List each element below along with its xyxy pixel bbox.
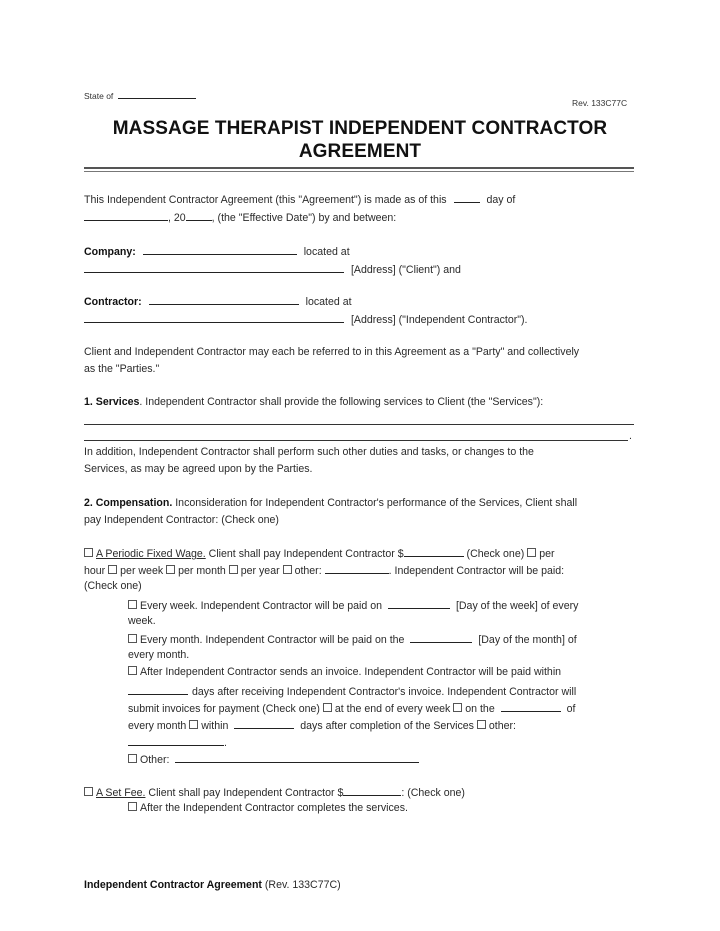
company-line1 — [84, 244, 350, 259]
day-of-week-blank[interactable] — [388, 598, 450, 609]
contractor-line2 — [84, 312, 527, 327]
invoice-line3 — [128, 701, 575, 716]
contractor-name-blank[interactable] — [149, 294, 299, 305]
invoice-days-blank[interactable] — [128, 684, 188, 695]
intro-text: This Independent Contractor Agreement (this "Agreement") is made as of this — [84, 194, 447, 206]
every-month-line2: every month. — [128, 649, 190, 661]
per-text: per — [539, 548, 555, 560]
company-line2 — [84, 262, 461, 277]
every-month-text: every month — [128, 720, 190, 732]
set-fee-line1 — [84, 785, 465, 800]
on-the-checkbox[interactable] — [453, 703, 462, 712]
periodic-wage-amount-blank[interactable] — [404, 546, 464, 557]
set-fee-line2 — [128, 802, 408, 815]
per-week-checkbox[interactable] — [108, 565, 117, 574]
services-heading-line — [84, 396, 543, 409]
contractor-label: Contractor: — [84, 296, 142, 308]
periodic-wage-line3: (Check one) — [84, 580, 142, 592]
year-prefix: , 20 — [168, 212, 186, 224]
state-of-field — [84, 88, 196, 101]
day-of-month-text: [Day of the month] of — [478, 634, 577, 646]
other-period-text: other: — [294, 565, 325, 577]
end-of-week-checkbox[interactable] — [323, 703, 332, 712]
other-option-blank[interactable] — [175, 752, 419, 763]
other-option-checkbox[interactable] — [128, 754, 137, 763]
hour-text: hour — [84, 565, 109, 577]
periodic-wage-line1 — [84, 546, 555, 561]
within-days-blank[interactable] — [234, 718, 294, 729]
invoice-other-checkbox[interactable] — [477, 720, 486, 729]
services-addition-line2: Services, as may be agreed upon by the Parties. — [84, 463, 313, 475]
footer-title: Independent Contractor Agreement — [84, 879, 262, 891]
set-fee-amount-blank[interactable] — [343, 785, 401, 796]
every-week-line1 — [128, 598, 578, 613]
per-week-text: per week — [120, 565, 167, 577]
every-month-line1 — [128, 632, 577, 647]
set-fee-text: Client shall pay Independent Contractor $ — [145, 787, 344, 799]
on-the-text: on the — [465, 703, 495, 715]
every-week-text: Every week. Independent Contractor will be paid on — [140, 600, 383, 612]
revision-label: Rev. 133C77C — [572, 98, 628, 108]
of-text: of — [566, 703, 576, 715]
will-be-paid-text: . Independent Contractor will be paid: — [388, 565, 565, 577]
contractor-address-suffix: [Address] ("Independent Contractor"). — [350, 314, 528, 326]
title-rule-top — [84, 167, 634, 169]
every-week-checkbox[interactable] — [128, 600, 137, 609]
invoice-other-text: other: — [488, 720, 516, 732]
invoice-text-3: submit invoices for payment (Check one) — [128, 703, 323, 715]
within-text: within — [201, 720, 229, 732]
compensation-text: Inconsideration for Independent Contractor's performance of the Services, Client shall — [172, 497, 578, 509]
footer-revision: (Rev. 133C77C) — [261, 879, 341, 891]
other-period-checkbox[interactable] — [283, 565, 292, 574]
every-month-text: Every month. Independent Contractor will be paid on the — [140, 634, 405, 646]
invoice-checkbox[interactable] — [128, 666, 137, 675]
other-option-label: Other: — [140, 754, 170, 766]
page-footer — [84, 879, 341, 892]
month-blank[interactable] — [84, 210, 168, 221]
intro-line1 — [84, 192, 515, 207]
intro-text-day-of: day of — [486, 194, 516, 206]
invoice-line5 — [128, 735, 227, 750]
other-option-line — [128, 752, 419, 767]
services-end-period: . — [629, 430, 632, 442]
periodic-wage-line2 — [84, 563, 564, 578]
within-checkbox[interactable] — [189, 720, 198, 729]
day-of-month-blank[interactable] — [410, 632, 472, 643]
after-completion-label: After the Independent Contractor completes the services. — [140, 802, 408, 814]
after-completion-text: days after completion of the Services — [300, 720, 477, 732]
company-name-blank[interactable] — [143, 244, 297, 255]
parties-line2: as the "Parties." — [84, 363, 160, 375]
other-period-blank[interactable] — [325, 563, 389, 574]
title-rule-bottom — [84, 171, 634, 172]
services-heading: 1. Services — [84, 396, 140, 408]
set-fee-checkbox[interactable] — [84, 787, 93, 796]
services-blank-1[interactable] — [84, 424, 634, 425]
company-label: Company: — [84, 246, 136, 258]
company-address-blank[interactable] — [84, 262, 344, 273]
company-located-text: located at — [303, 246, 350, 258]
intro-line2 — [84, 210, 396, 225]
invoice-text-2: days after receiving Independent Contractor's invoice. Independent Contractor will — [192, 686, 577, 698]
document-title-line2: AGREEMENT — [298, 141, 422, 162]
parties-line1: Client and Independent Contractor may each be referred to in this Agreement as a "Party" and collectively — [84, 346, 580, 358]
per-hour-checkbox[interactable] — [527, 548, 536, 557]
state-blank[interactable] — [118, 88, 196, 99]
per-year-checkbox[interactable] — [229, 565, 238, 574]
year-blank[interactable] — [186, 210, 212, 221]
invoice-other-blank[interactable] — [128, 735, 224, 746]
set-fee-check-one: : (Check one) — [401, 787, 465, 799]
periodic-wage-text: Client shall pay Independent Contractor $ — [205, 548, 404, 560]
per-year-text: per year — [240, 565, 283, 577]
invoice-other-period: . — [224, 737, 227, 749]
every-week-line2: week. — [128, 615, 156, 627]
contractor-located-text: located at — [305, 296, 352, 308]
after-completion-checkbox[interactable] — [128, 802, 137, 811]
invoice-text-1: After Independent Contractor sends an invoice. Independent Contractor will be paid within — [140, 666, 562, 678]
services-blank-2[interactable] — [84, 440, 628, 441]
effective-date-text: , (the "Effective Date") by and between: — [211, 212, 397, 224]
every-month-checkbox[interactable] — [128, 634, 137, 643]
contractor-line1 — [84, 294, 352, 309]
periodic-wage-checkbox[interactable] — [84, 548, 93, 557]
per-month-text: per month — [178, 565, 229, 577]
invoice-line1 — [128, 666, 561, 679]
invoice-day-blank[interactable] — [501, 701, 561, 712]
company-address-suffix: [Address] ("Client") and — [350, 264, 461, 276]
invoice-line2 — [128, 684, 576, 699]
periodic-wage-label: A Periodic Fixed Wage. — [96, 548, 206, 560]
day-blank[interactable] — [454, 192, 480, 203]
compensation-line2: pay Independent Contractor: (Check one) — [84, 514, 279, 526]
services-addition-line1: In addition, Independent Contractor shall perform such other duties and tasks, or changes to the — [84, 446, 534, 458]
contractor-address-blank[interactable] — [84, 312, 344, 323]
document-title-line1: MASSAGE THERAPIST INDEPENDENT CONTRACTOR — [112, 118, 608, 139]
end-of-week-text: at the end of every week — [334, 703, 454, 715]
invoice-line4 — [128, 718, 516, 733]
per-month-checkbox[interactable] — [166, 565, 175, 574]
periodic-check-one: (Check one) — [463, 548, 528, 560]
day-of-week-text: [Day of the week] of every — [455, 600, 579, 612]
compensation-line1 — [84, 497, 577, 510]
set-fee-label: A Set Fee. — [96, 787, 146, 799]
compensation-heading: 2. Compensation. — [84, 497, 173, 509]
state-label: State of — [84, 91, 114, 101]
services-text: . Independent Contractor shall provide the following services to Client (the "Services"): — [139, 396, 544, 408]
